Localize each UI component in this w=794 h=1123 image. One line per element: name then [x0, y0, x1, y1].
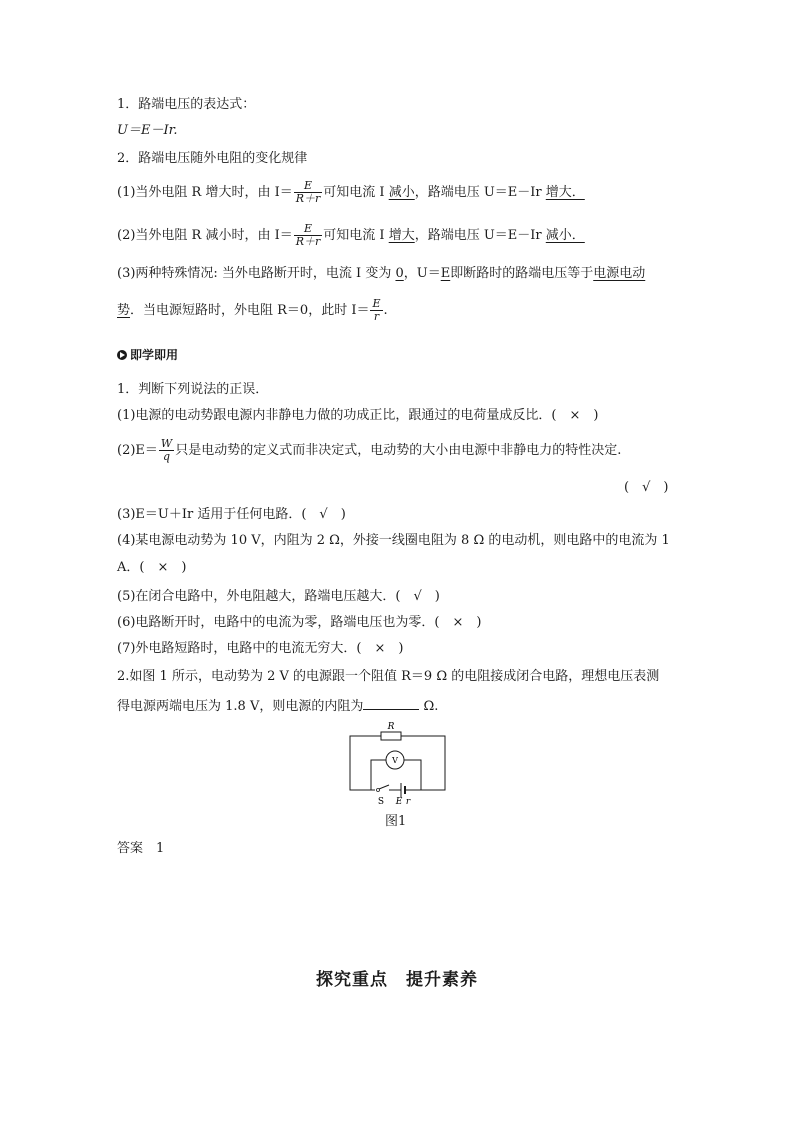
switch-s: [379, 785, 389, 789]
fraction-e-over-r-plus-r: [294, 223, 323, 248]
fraction-denominator: R＋r: [295, 235, 321, 248]
rule-2-text-b: 可知电流 I: [323, 228, 389, 243]
rule-3-line-2-end: .: [383, 303, 388, 318]
voltmeter-wire-left: [371, 760, 386, 790]
fraction-e-over-r: [370, 298, 382, 323]
item1-title: 1．路端电压的表达式：: [117, 97, 256, 112]
practice-header: [117, 347, 178, 363]
rule-2-answer-1: 增大: [388, 228, 415, 243]
rule-3-answer-2: E: [440, 266, 451, 281]
voltmeter-wire-right: [404, 760, 421, 790]
rule-1-answer-2: 增大．: [545, 185, 585, 200]
resistor-r: [381, 732, 401, 740]
rule-3-answer-3: 电源电动: [593, 266, 646, 281]
statement-6: (6)电路断开时，电路中的电流为零，路端电压也为零．( × ): [117, 615, 482, 630]
fraction-denominator: R＋r: [295, 192, 321, 205]
rule-1-text-a: (1)当外电阻 R 增大时，由 I＝: [117, 185, 293, 200]
fraction-denominator: r: [373, 310, 380, 323]
rule-1-text-c: ，路端电压 U＝E－Ir: [414, 185, 546, 200]
rule-2-text-c: ，路端电压 U＝E－Ir: [414, 228, 546, 243]
fraction-numerator: E: [294, 180, 323, 193]
q2-line-2: [117, 697, 438, 715]
statement-4-line-2: A．( × ): [117, 560, 187, 575]
item1-formula: U＝E－Ir.: [117, 123, 178, 138]
label-r-resistor: R: [387, 722, 395, 732]
rule-3-text-c: 即断路时的路端电压等于: [450, 266, 594, 281]
fraction-numerator: W: [160, 437, 173, 450]
statement-3: (3)E＝U＋Ir 适用于任何电路．( √ ): [117, 507, 346, 522]
section-heading: 探究重点 提升素养: [316, 970, 478, 990]
circuit-diagram: [345, 720, 451, 808]
item2-title: 2．路端电压随外电阻的变化规律: [117, 151, 308, 166]
rule-1-answer-1: 减小: [388, 185, 415, 200]
statement-2: [117, 434, 621, 468]
fraction-e-over-r-plus-r: [294, 180, 323, 205]
statement-1: (1)电源的电动势跟电源内非静电力做的功成正比，跟通过的电荷量成反比．( × ): [117, 408, 599, 423]
q2-line-2-unit: Ω.: [419, 699, 439, 714]
q2-line-2-text: 得电源两端电压为 1.8 V，则电源的内阻为: [117, 699, 364, 714]
label-v: V: [392, 756, 398, 765]
play-icon: [117, 350, 127, 360]
rule-2-text-a: (2)当外电阻 R 减小时，由 I＝: [117, 228, 293, 243]
statement-5: (5)在闭合电路中，外电阻越大，路端电压越大．( √ ): [117, 589, 440, 604]
rule-2: [117, 221, 585, 251]
label-r-internal: r: [405, 797, 411, 807]
rule-3-line-2: [117, 296, 388, 326]
statement-2-text-b: 只是电动势的定义式而非决定式，电动势的大小由电源中非静电力的特性决定.: [175, 443, 622, 458]
rule-1: [117, 178, 585, 208]
figure-caption: 图1: [385, 814, 407, 829]
circuit-outer-wire-right: [401, 736, 445, 790]
label-s: S: [377, 797, 385, 807]
statement-7: (7)外电路短路时，电路中的电流无穷大．( × ): [117, 641, 404, 656]
statement-4-line-1: (4)某电源电动势为 10 V，内阻为 2 Ω，外接一线圈电阻为 8 Ω 的电动机，则电路中的电流为 1: [117, 533, 670, 548]
rule-1-text-b: 可知电流 I: [323, 185, 389, 200]
rule-3-answer-3-cont: 势: [117, 303, 131, 318]
q1-title: 1．判断下列说法的正误．: [117, 382, 269, 397]
fraction-numerator: E: [294, 223, 323, 236]
statement-2-mark: ( √ ): [624, 480, 669, 495]
rule-2-answer-2: 减小．: [545, 228, 585, 243]
answer-blank: [363, 697, 419, 710]
rule-3-text-a: (3)两种特殊情况: 当外电路断开时，电流 I 变为: [117, 266, 396, 281]
fraction-w-over-q: [159, 438, 174, 463]
practice-header-label: 即学即用: [130, 348, 179, 362]
fraction-denominator: q: [163, 450, 171, 463]
circuit-outer-wire-left: [350, 736, 381, 790]
answer: 答案 1: [117, 841, 165, 856]
rule-3-line-1: [117, 266, 645, 282]
rule-3-text-b: ，U＝: [403, 266, 441, 281]
statement-2-text-a: (2)E＝: [117, 443, 158, 458]
q2-line-1: 2.如图 1 所示，电动势为 2 V 的电源跟一个阻值 R＝9 Ω 的电阻接成闭合电路，理想电压表测: [117, 669, 660, 684]
label-e: E: [395, 797, 403, 807]
rule-3-answer-1: 0: [395, 266, 404, 281]
fraction-numerator: E: [372, 297, 381, 310]
rule-3-line-2-text: ．当电源短路时，外电阻 R＝0，此时 I＝: [130, 303, 370, 318]
